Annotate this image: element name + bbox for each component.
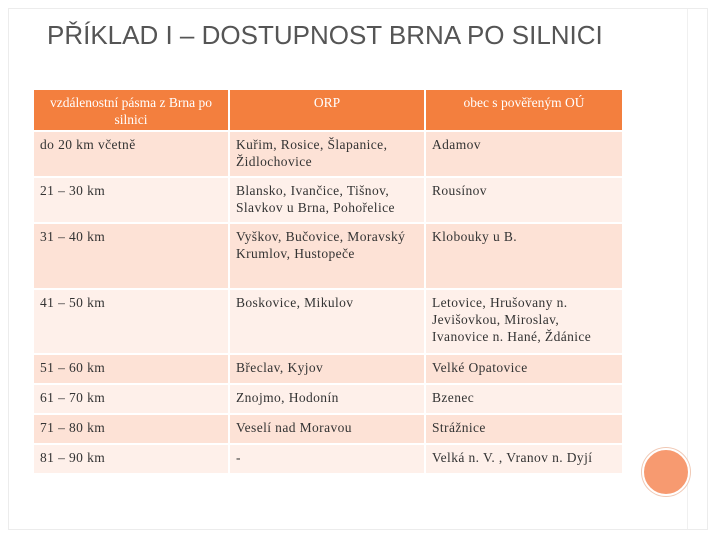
header-municipality: obec s pověřeným OÚ — [425, 90, 622, 131]
cell-municipality: Velká n. V. , Vranov n. Dyjí — [425, 444, 622, 473]
cell-orp: - — [229, 444, 425, 473]
cell-municipality: Bzenec — [425, 384, 622, 414]
cell-orp: Vyškov, Bučovice, Moravský Krumlov, Hustopeče — [229, 223, 425, 289]
cell-municipality: Rousínov — [425, 177, 622, 223]
cell-distance: 61 – 70 km — [34, 384, 229, 414]
header-orp: ORP — [229, 90, 425, 131]
cell-municipality: Klobouky u B. — [425, 223, 622, 289]
slide-edge-rule — [687, 9, 688, 529]
cell-distance: 71 – 80 km — [34, 414, 229, 444]
cell-municipality: Letovice, Hrušovany n. Jevišovkou, Miroslav, Ivanovice n. Hané, Ždánice — [425, 289, 622, 354]
table-row — [34, 354, 622, 384]
distance-table — [34, 90, 622, 473]
cell-orp: Břeclav, Kyjov — [229, 354, 425, 384]
cell-orp: Znojmo, Hodonín — [229, 384, 425, 414]
table-row — [34, 414, 622, 444]
slide-title: PŘÍKLAD I – DOSTUPNOST BRNA PO SILNICI — [47, 20, 603, 50]
cell-orp: Kuřim, Rosice, Šlapanice, Židlochovice — [229, 131, 425, 177]
table-row — [34, 177, 622, 223]
cell-distance: 81 – 90 km — [34, 444, 229, 473]
cell-municipality: Velké Opatovice — [425, 354, 622, 384]
cell-distance: 41 – 50 km — [34, 289, 229, 354]
table-row — [34, 131, 622, 177]
cell-municipality: Strážnice — [425, 414, 622, 444]
cell-distance: 21 – 30 km — [34, 177, 229, 223]
cell-distance: do 20 km včetně — [34, 131, 229, 177]
table-row — [34, 289, 622, 354]
cell-orp: Veselí nad Moravou — [229, 414, 425, 444]
cell-distance: 51 – 60 km — [34, 354, 229, 384]
cell-municipality: Adamov — [425, 131, 622, 177]
decorative-circle — [642, 448, 690, 496]
cell-orp: Blansko, Ivančice, Tišnov, Slavkov u Brna, Pohořelice — [229, 177, 425, 223]
cell-orp: Boskovice, Mikulov — [229, 289, 425, 354]
header-distance: vzdálenostní pásma z Brna po silnici — [34, 90, 229, 131]
header-row — [34, 90, 622, 131]
table-row — [34, 384, 622, 414]
table-row — [34, 444, 622, 473]
cell-distance: 31 – 40 km — [34, 223, 229, 289]
table-row — [34, 223, 622, 289]
